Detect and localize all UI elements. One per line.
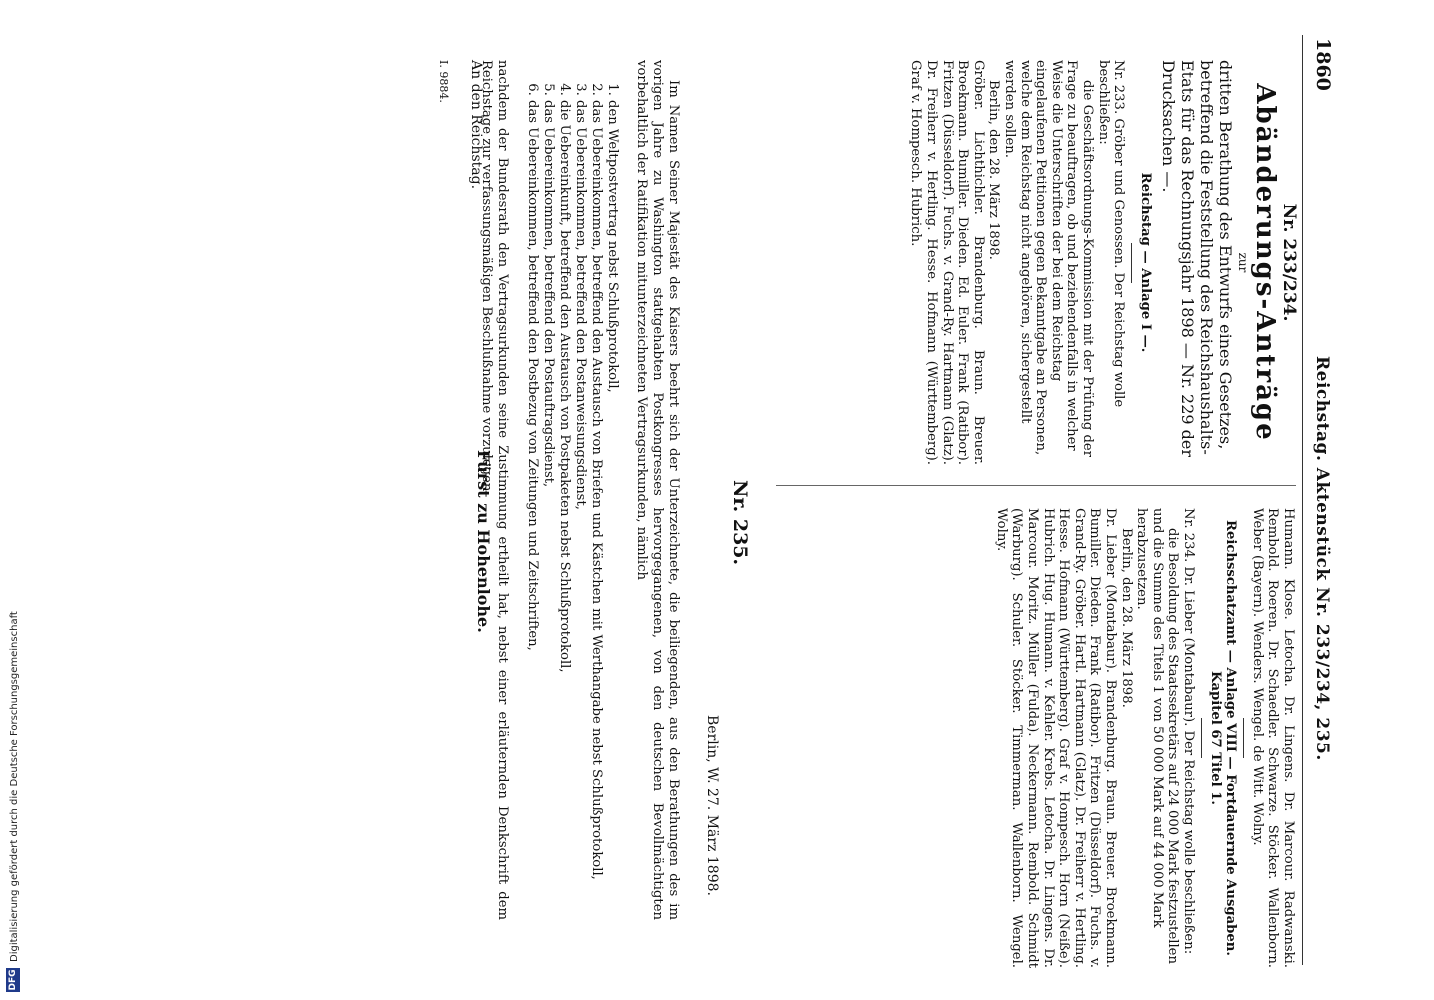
- motion-233-date: Berlin, den 28. März 1898.: [986, 80, 1002, 260]
- nr-235-date: Berlin, W. 27. März 1898.: [704, 715, 720, 896]
- treaty-list: [524, 80, 620, 920]
- section-rule: [1131, 243, 1132, 283]
- nr-235-title: Nr. 235.: [729, 480, 751, 566]
- page-number: 1860: [1312, 38, 1334, 91]
- header-rule: [1302, 35, 1303, 965]
- list-item: 4. die Uebereinkunft, betreffend den Austausch von Postpaketen nebst Schlußprotokoll,: [556, 100, 572, 920]
- motion-233-heading: Nr. 233. Gröber und Genossen. Der Reichstag wolle beschließen:: [1095, 60, 1127, 408]
- section-heading-schatzamt: Reichsschatzamt — Anlage VIII — Fortdauernde Ausgaben. Kapitel 67 Titel 1.: [1207, 520, 1239, 956]
- signature: Fürst zu Hohenlohe.: [474, 450, 493, 633]
- motion-233-body: die Geschäftsordnungs-Kommission mit der Prüfung der Frage zu beauftragen, ob und beziehendenfalls in welcher Weise die Unterschriften der bei dem Reichstag eingelaufenen Petitionen gegen Bekanntgabe an Personen, welche dem Reichstag nicht angehören, sichergestellt werden sollen.: [1002, 60, 1096, 458]
- title-description: dritten Berathung des Entwurfs eines Gesetzes, betreffend die Feststellung des Reichshaushalts-Etats für das Rechnungsjahr 1898 — Nr. 229 der Drucksachen —.: [1158, 60, 1235, 458]
- column-separator: [776, 485, 1296, 486]
- nr-235-intro: Im Namen Seiner Majestät des Kaisers beehrt sich der Unterzeichnete, die beiliegenden, aus den Berathungen des im vorigen Jahre zu Washington stattgehabten Postkongresses hervorgegangenen, von den deutschen Bevollmächtigten vorbehaltlich der Ratifikation mitunterzeichneten Vertragsurkunden, nämlich: [633, 60, 681, 920]
- digitization-note-text: Digitalisierung gefördert durch die Deutsche Forschungsgemeinschaft: [9, 611, 20, 962]
- left-column: [908, 60, 1299, 465]
- section-heading-reichstag: Reichstag — Anlage I —.: [1137, 172, 1153, 353]
- doc-number-title: Nr. 233/234.: [1279, 203, 1299, 322]
- motion-234-heading: Nr. 234. Dr. Lieber (Montabaur). Der Reichstag wolle beschließen:: [1181, 508, 1197, 955]
- addressee: An den Reichstag.: [468, 60, 484, 190]
- list-item: 1. den Weltpostvertrag nebst Schlußprotokoll,: [604, 100, 620, 920]
- motion-234-signatories: Dr. Lieber (Montabaur). Brandenburg. Braun. Breuer. Broekmann. Bumiller. Dieden. Frank (Ratibor). Fritzen (Düsseldorf). Fuchs. v. Grand-Ry. Gröber. Hartl. Hartmann (Glatz). Dr. Freiherr v. Hertling. Hesse. Hofmann (Württemberg). Graf v. Hompesch. Horn (Neiße). Hubrich. Hug. Humann. v. Kehler. Krebs. Letocha. Dr. Lingens. Dr. Marcour. Moritz. Müller (Fulda). Neckermann. Rembold. Schmidt (Warburg). Schuler. Stöcker. Timmerman. Wallenborn. Wengel. Wolny.: [993, 508, 1119, 968]
- list-item: 3. das Uebereinkommen, betreffend den Postanweisungsdienst,: [572, 100, 588, 920]
- motion-233-signatories-cont: Humann. Klose. Letocha. Dr. Lingens. Dr. Marcour. Radwanski. Rembold. Roeren. Dr. Schaedler. Schwarze. Stöcker. Wallenborn. Weber (Bayern). Wenders. Wengel. de Witt. Wolny.: [1249, 508, 1296, 968]
- page-header: [1304, 38, 1334, 963]
- motion-233-signatories: Gröber. Lichthichler. Brandenburg. Braun. Breuer. Broekmann. Bumiller. Dieden. Ed. Euler. Frank (Ratibor). Fritzen (Düsseldorf). Fuchs. v. Grand-Ry. Hartmann (Glatz). Dr. Freiherr v. Hertling. Hesse. Hofmann (Württemberg). Graf v. Hompesch. Hubrich.: [908, 60, 986, 465]
- main-title: Abänderungs-Anträge: [1250, 83, 1281, 442]
- nr-235-closing: nachdem der Bundesrath den Vertragsurkunden seine Zustimmung ertheilt hat, nebst einer erläuternden Denkschrift dem Reichstage zur verfassungsmäßigen Beschlußnahme vorzulegen.: [479, 60, 511, 920]
- section-rule-2: [1243, 718, 1244, 758]
- nr-235-body: [465, 60, 694, 920]
- motion-234-body: die Besoldung des Staatssekretärs auf 24 000 Mark festzustellen und die Summe des Titels 1 von 50 000 Mark auf 44 000 Mark herabzusetzen.: [1134, 508, 1181, 964]
- motion-234-date: Berlin, den 28. März 1898.: [1118, 528, 1134, 708]
- document-number: I. 9884.: [437, 60, 450, 103]
- digitization-note: [4, 0, 24, 1000]
- list-item: 2. das Uebereinkommen, betreffend den Austausch von Briefen und Kästchen mit Werthangabe nebst Schlußprotokoll,: [588, 100, 604, 920]
- running-head: Reichstag. Aktenstück Nr. 233/234, 235.: [1312, 356, 1332, 761]
- list-item: 6. das Uebereinkommen, betreffend den Postbezug von Zeitungen und Zeitschriften,: [524, 100, 540, 920]
- list-item: 5. das Uebereinkommen, betreffend den Postauftragsdienst,: [540, 100, 556, 920]
- title-connector: zur: [1236, 252, 1251, 273]
- dfg-logo: DFG: [8, 969, 18, 991]
- section-rule-3: [1201, 718, 1202, 758]
- right-column: [993, 508, 1296, 968]
